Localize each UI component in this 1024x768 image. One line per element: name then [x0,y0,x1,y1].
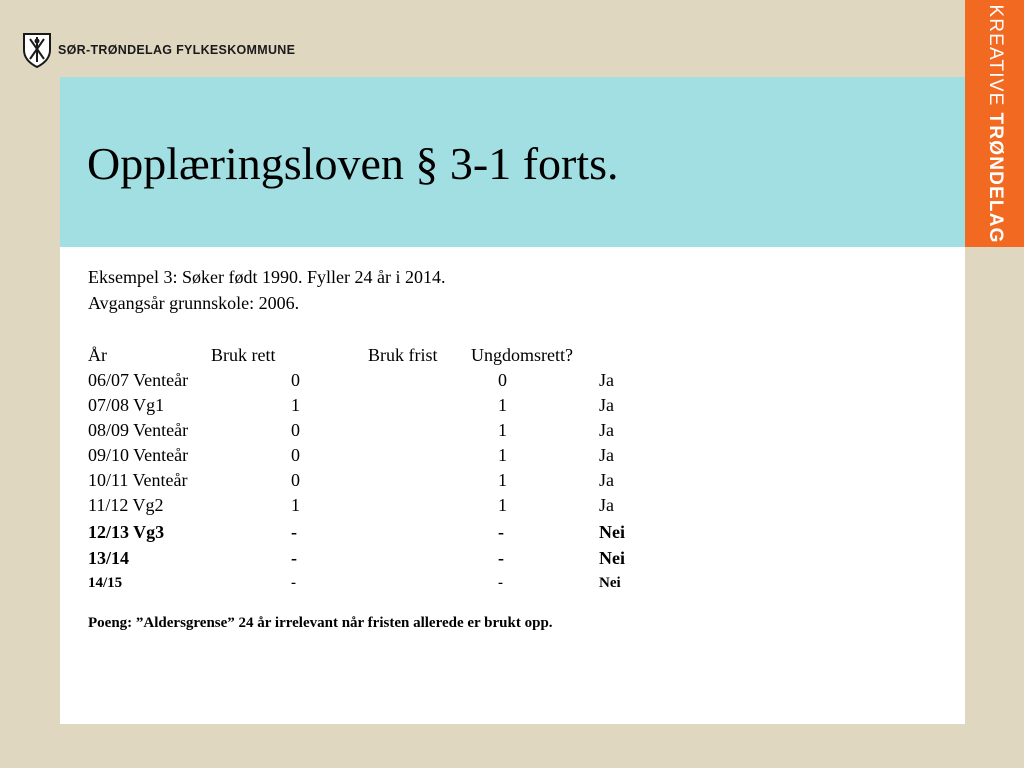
table-row [88,495,688,520]
header-year: År [88,345,107,365]
table-row [88,470,688,495]
title-band [60,77,965,247]
header-use-right: Bruk rett [211,345,276,365]
table-row [88,420,688,445]
cell-year: 08/09 Venteår [88,420,189,440]
brand-wordmark [984,4,1006,243]
org-logo [22,32,295,68]
cell-use-deadline: 1 [498,420,507,440]
table-row [88,575,688,600]
cell-year: 07/08 Vg1 [88,395,165,415]
cell-use-deadline: 1 [498,445,507,465]
cell-use-deadline: 0 [498,370,507,390]
table-row [88,445,688,470]
table-row [88,522,688,547]
cell-use-deadline: 1 [498,470,507,490]
slide-content [60,247,965,724]
cell-youth-right: Ja [599,445,614,465]
cell-use-deadline: 1 [498,495,507,515]
cell-year: 13/14 [88,548,130,568]
cell-use-right: - [291,522,297,542]
key-point-note: Poeng: ”Aldersgrense” 24 år irrelevant når fristen allerede er brukt opp. [88,615,553,631]
cell-youth-right: Ja [599,370,614,390]
cell-use-deadline: - [498,522,504,542]
cell-use-right: - [291,575,296,591]
intro-line-2: Avgangsår grunnskole: 2006. [88,293,300,313]
cell-youth-right: Ja [599,470,614,490]
cell-youth-right: Ja [599,495,614,515]
brand-word-1: KREATIVE [984,4,1006,107]
cell-youth-right: Nei [599,575,621,591]
header-use-deadline: Bruk frist [368,345,438,365]
cell-use-right: 0 [291,470,300,490]
table-row [88,548,688,573]
table-header-row [88,345,688,370]
cell-year: 09/10 Venteår [88,445,189,465]
cell-youth-right: Nei [599,548,625,568]
cell-use-right: - [291,548,297,568]
cell-year: 11/12 Vg2 [88,495,164,515]
cell-use-right: 1 [291,395,300,415]
cell-use-deadline: - [498,575,503,591]
cell-year: 14/15 [88,575,123,591]
cell-year: 12/13 Vg3 [88,522,165,542]
cell-use-right: 0 [291,445,300,465]
cell-year: 06/07 Venteår [88,370,189,390]
org-name: SØR-TRØNDELAG FYLKESKOMMUNE [58,43,296,57]
coat-of-arms-icon [22,32,52,68]
table-row [88,395,688,420]
cell-use-deadline: 1 [498,395,507,415]
table-row [88,370,688,395]
cell-use-right: 1 [291,495,300,515]
cell-use-deadline: - [498,548,504,568]
cell-use-right: 0 [291,370,300,390]
cell-use-right: 0 [291,420,300,440]
cell-year: 10/11 Venteår [88,470,188,490]
intro-line-1: Eksempel 3: Søker født 1990. Fyller 24 år i 2014. [88,267,446,287]
header-youth-right: Ungdomsrett? [471,345,573,365]
brand-bar [965,0,1024,247]
slide-title: Opplæringsloven § 3-1 forts. [87,138,619,189]
cell-youth-right: Nei [599,522,625,542]
cell-youth-right: Ja [599,420,614,440]
brand-word-2: TRØNDELAG [984,112,1006,244]
cell-youth-right: Ja [599,395,614,415]
